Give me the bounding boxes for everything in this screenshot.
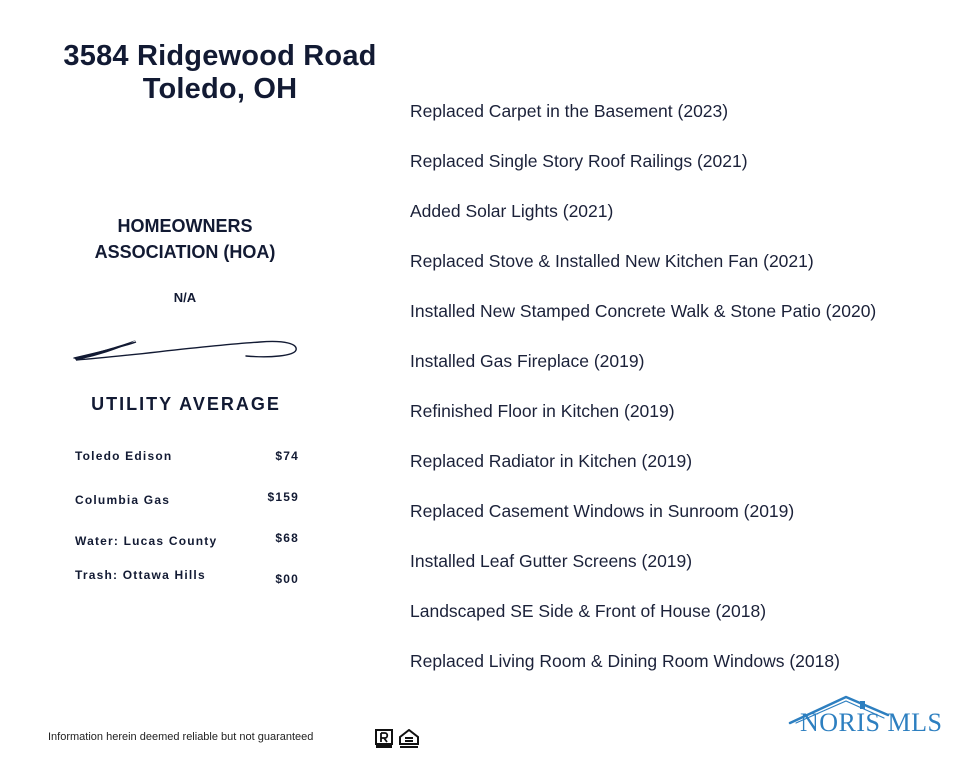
utility-row: [75, 449, 299, 469]
hoa-value: N/A: [173, 290, 197, 305]
property-address: [30, 40, 410, 106]
utility-row: [75, 532, 299, 552]
update-item: Installed Gas Fireplace (2019): [410, 351, 645, 371]
hoa-heading: [60, 213, 310, 265]
realtor-r-icon: [375, 729, 393, 749]
update-item: Replaced Living Room & Dining Room Windows (2018): [410, 651, 840, 671]
update-item: Landscaped SE Side & Front of House (2018): [410, 601, 767, 621]
utility-amount: $74: [275, 449, 299, 463]
update-item: Replaced Casement Windows in Sunroom (2019): [410, 501, 795, 521]
address-line-2: Toledo, OH: [142, 73, 298, 105]
update-item: Replaced Single Story Roof Railings (2021): [410, 151, 748, 171]
decorative-swoosh: [70, 332, 302, 366]
update-item: Installed Leaf Gutter Screens (2019): [410, 551, 693, 571]
hoa-heading-line-2: ASSOCIATION (HOA): [94, 242, 276, 262]
utility-row: [75, 568, 299, 588]
update-item: Replaced Stove & Installed New Kitchen Fan (2021): [410, 251, 814, 271]
utility-amount: $159: [267, 490, 299, 504]
noris-mls-logo-text: NORIS MLS: [800, 708, 943, 737]
utility-amount: $00: [275, 572, 299, 586]
update-item: Refinished Floor in Kitchen (2019): [410, 401, 675, 421]
address-line-1: 3584 Ridgewood Road: [63, 40, 377, 72]
update-item: Replaced Carpet in the Basement (2023): [410, 101, 729, 121]
utility-amount: $68: [275, 531, 299, 545]
equal-housing-icon: [398, 729, 420, 749]
update-item: Installed New Stamped Concrete Walk & Stone Patio (2020): [410, 301, 877, 321]
utility-name: Columbia Gas: [75, 493, 171, 507]
update-item: Added Solar Lights (2021): [410, 201, 614, 221]
utility-row: [75, 491, 299, 511]
utility-name: Water: Lucas County: [75, 534, 218, 548]
disclaimer-text: Information herein deemed reliable but not guaranteed: [48, 731, 314, 743]
property-updates-list: [410, 97, 950, 697]
utility-name: Toledo Edison: [75, 449, 173, 463]
update-item: Replaced Radiator in Kitchen (2019): [410, 451, 693, 471]
utility-name: Trash: Ottawa Hills: [75, 568, 206, 582]
hoa-heading-line-1: HOMEOWNERS: [117, 216, 253, 236]
utility-average-heading: UTILITY AVERAGE: [91, 394, 281, 414]
